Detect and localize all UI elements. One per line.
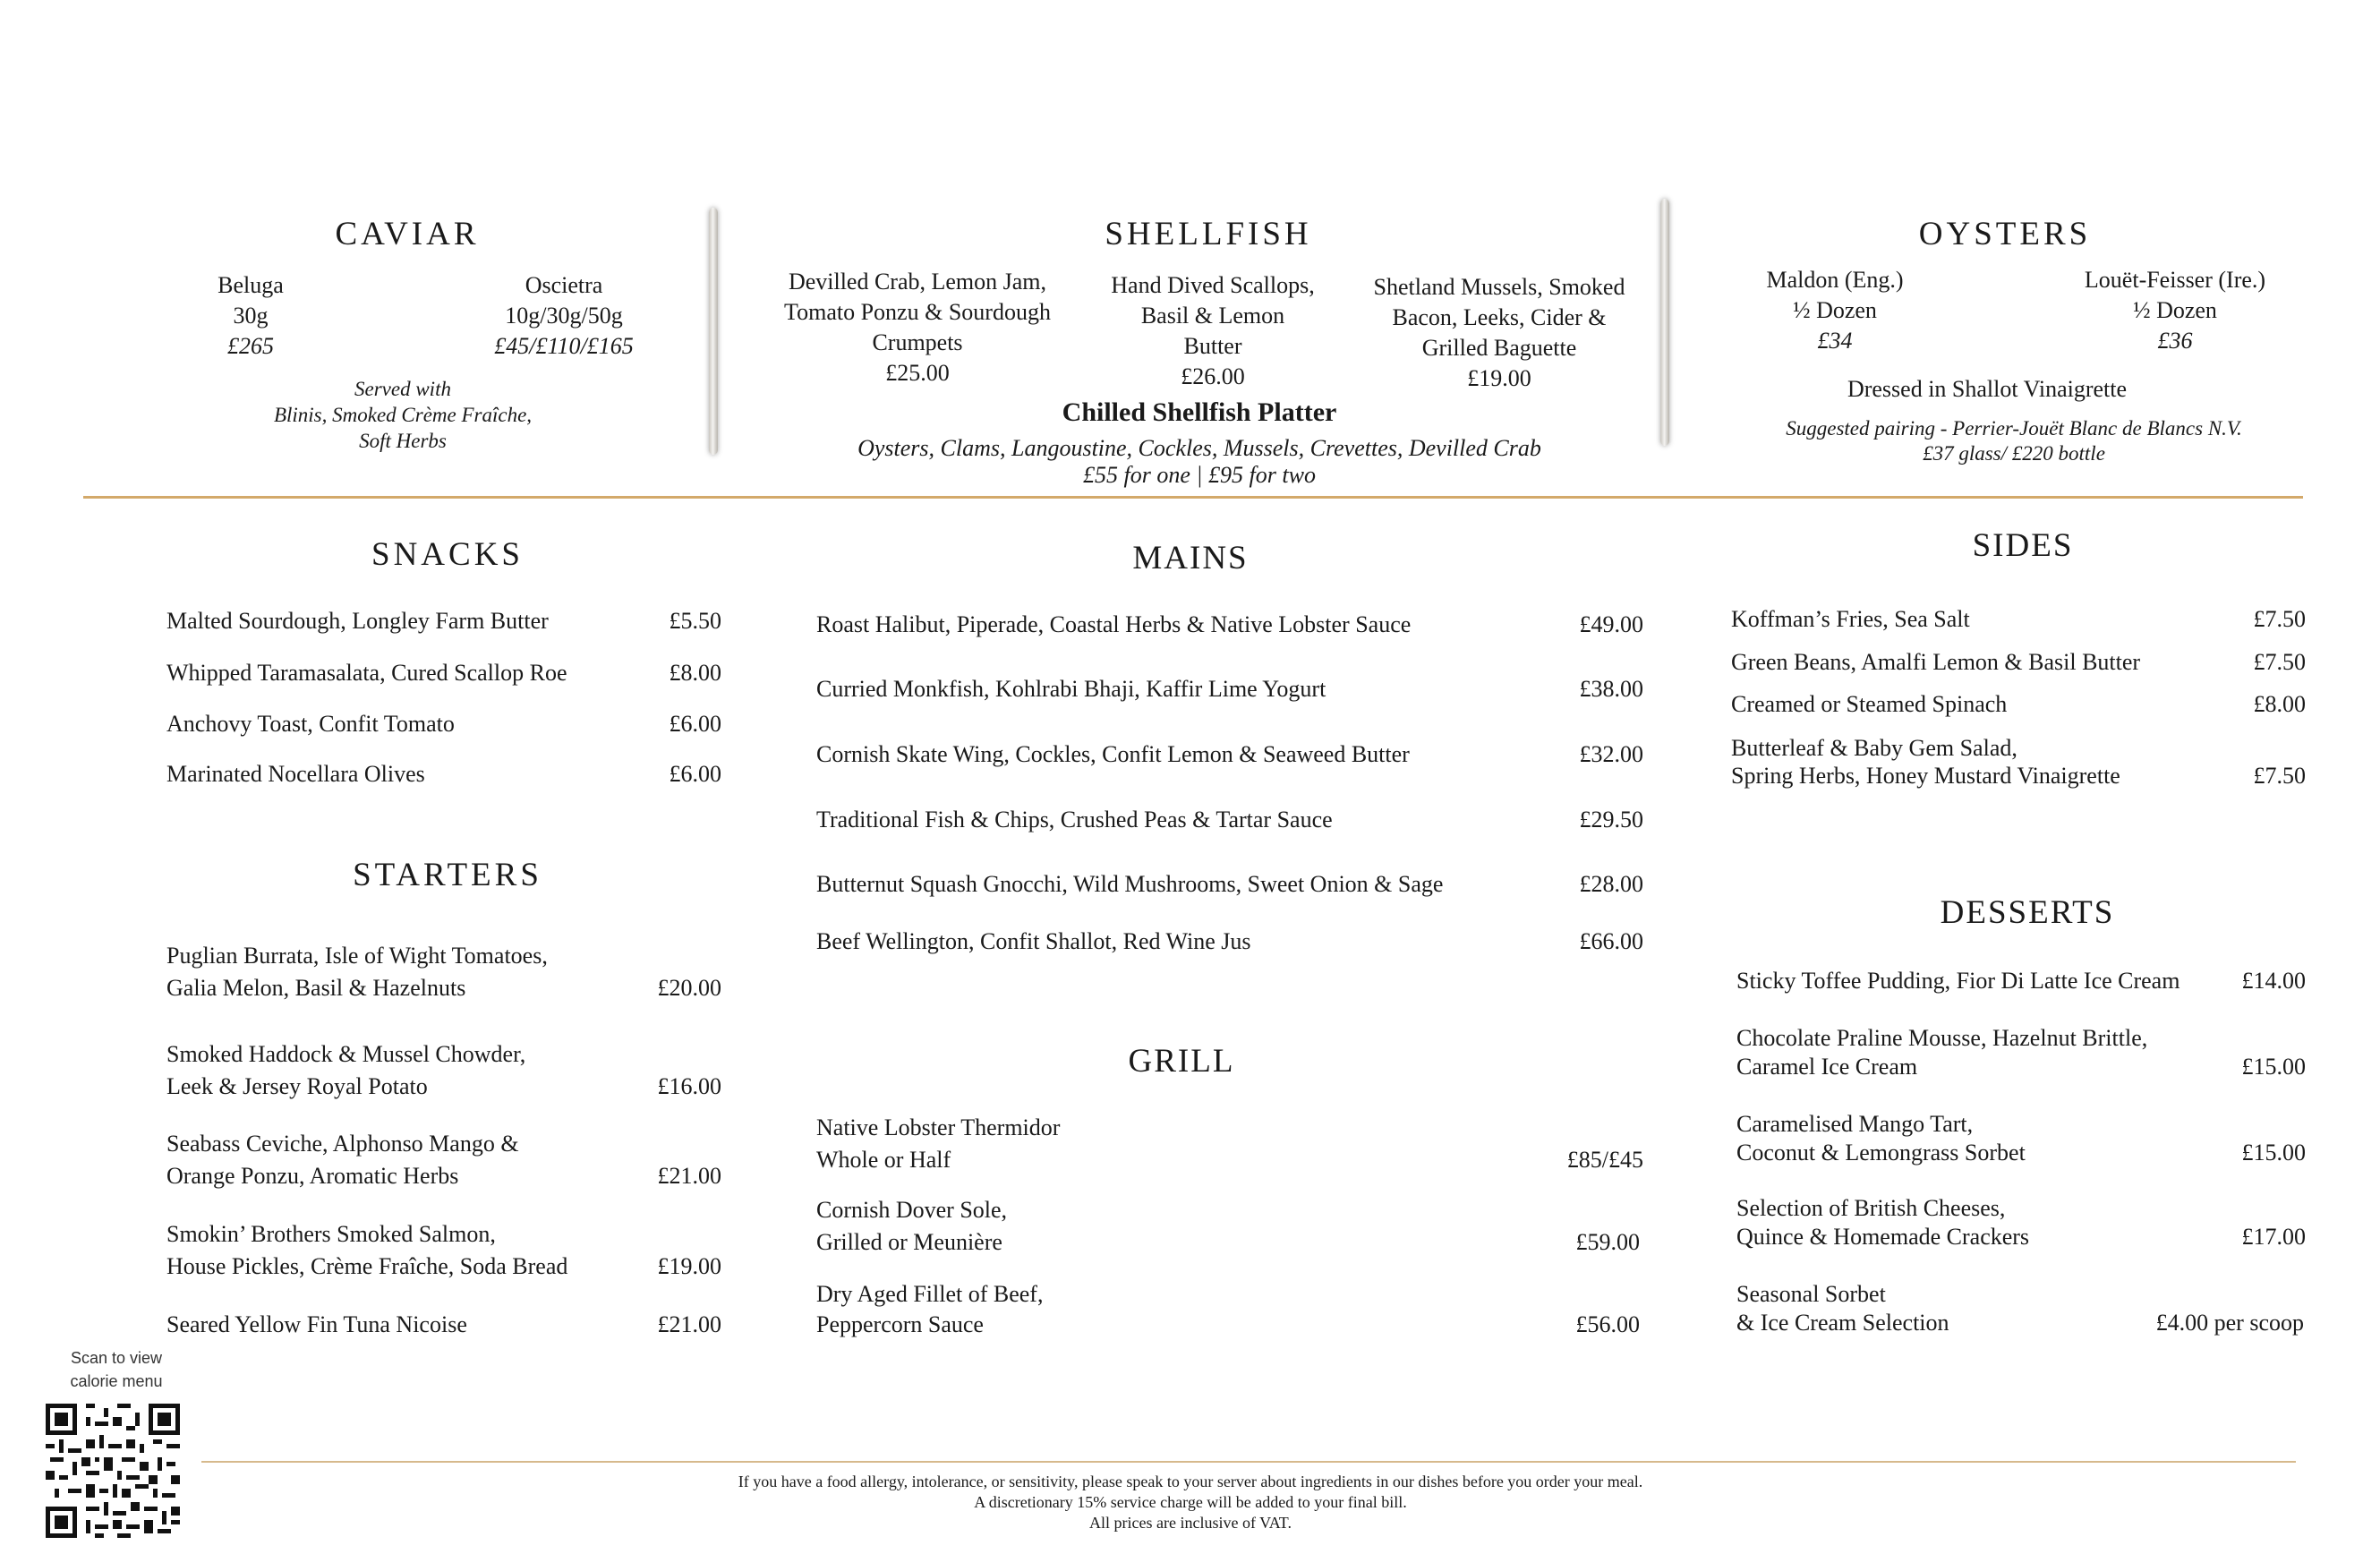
menu-item-name: Butterleaf & Baby Gem Salad, [1731, 735, 2017, 761]
menu-item-price: £4.00 per scoop [2155, 1310, 2304, 1336]
oysters-pairing-price: £37 glass/ £220 bottle [1923, 442, 2105, 465]
menu-item-name: Puglian Burrata, Isle of Wight Tomatoes, [166, 943, 548, 969]
shellfish-platter-title: Chilled Shellfish Platter [1062, 397, 1337, 427]
oysters-item [1727, 265, 1942, 356]
shellfish-item-line: Shetland Mussels, Smoked [1373, 274, 1625, 300]
caviar-item-price: £45/£110/£165 [494, 333, 634, 359]
menu-item-price: £20.00 [657, 975, 721, 1001]
menu-item-name: Seasonal Sorbet [1736, 1281, 1886, 1307]
menu-item-name: Cornish Dover Sole, [816, 1197, 1008, 1223]
oysters-item-qty: ½ Dozen [1793, 297, 1877, 323]
shellfish-item-price: £19.00 [1467, 365, 1531, 391]
shellfish-item-price: £26.00 [1181, 363, 1245, 389]
menu-item-name: Smokin’ Brothers Smoked Salmon, [166, 1221, 496, 1247]
menu-item-price: £7.50 [2253, 763, 2306, 789]
oysters-item-price: £36 [2157, 328, 2193, 354]
menu-item-name: Smoked Haddock & Mussel Chowder, [166, 1041, 526, 1067]
menu-item-price: £28.00 [1579, 871, 1643, 897]
menu-item-name: Spring Herbs, Honey Mustard Vinaigrette [1731, 763, 2120, 789]
caviar-title: CAVIAR [335, 216, 480, 252]
menu-item-name: Galia Melon, Basil & Hazelnuts [166, 975, 466, 1001]
menu-item-price: £6.00 [669, 761, 721, 787]
shellfish-item-line: Basil & Lemon [1140, 303, 1285, 329]
oysters-item-name: Maldon (Eng.) [1766, 267, 1904, 293]
menu-item-name: Curried Monkfish, Kohlrabi Bhaji, Kaffir Lime Yogurt [816, 676, 1326, 702]
menu-item-name: Grilled or Meunière [816, 1229, 1002, 1255]
shellfish-item-line: Devilled Crab, Lemon Jam, [788, 269, 1047, 295]
shellfish-item-line: Butter [1183, 333, 1242, 359]
menu-item-name: Caramel Ice Cream [1736, 1054, 1918, 1080]
shellfish-item [761, 267, 1074, 388]
menu-item-price: £49.00 [1579, 611, 1643, 637]
menu-item-name: Anchovy Toast, Confit Tomato [166, 711, 455, 737]
grill-title: GRILL [1128, 1043, 1235, 1080]
sides-title: SIDES [1972, 527, 2074, 564]
menu-item-price: £7.50 [2253, 606, 2306, 632]
snacks-title: SNACKS [371, 536, 524, 573]
qr-code-icon[interactable] [45, 1404, 181, 1538]
menu-item-name: & Ice Cream Selection [1736, 1310, 1949, 1336]
menu-item-price: £66.00 [1579, 928, 1643, 954]
shellfish-title: SHELLFISH [1105, 216, 1312, 252]
menu-item-name: Seared Yellow Fin Tuna Nicoise [166, 1311, 467, 1337]
menu-item-price: £19.00 [657, 1253, 721, 1279]
menu-item-name: Cornish Skate Wing, Cockles, Confit Lemon & Seaweed Butter [816, 741, 1410, 767]
oysters-dressed: Dressed in Shallot Vinaigrette [1847, 376, 2128, 402]
caviar-item-size: 30g [233, 303, 269, 329]
menu-item-name: Malted Sourdough, Longley Farm Butter [166, 608, 549, 634]
menu-item-name: Green Beans, Amalfi Lemon & Basil Butter [1731, 649, 2141, 675]
menu-item-price: £56.00 [1575, 1311, 1640, 1337]
shellfish-platter-desc: Oysters, Clams, Langoustine, Cockles, Mussels, Crevettes, Devilled Crab [857, 435, 1541, 461]
menu-item-name: Native Lobster Thermidor [816, 1114, 1061, 1140]
shellfish-item [1352, 272, 1647, 394]
menu-item-name: Creamed or Steamed Spinach [1731, 691, 2008, 717]
menu-item-name: Quince & Homemade Crackers [1736, 1224, 2030, 1250]
footer-allergy-note: If you have a food allergy, intolerance, or sensitivity, please speak to your server about ingredients in our dishes before you order your meal. [738, 1473, 1643, 1490]
menu-item-price: £21.00 [657, 1163, 721, 1189]
menu-item-price: £32.00 [1579, 741, 1643, 767]
menu-item-price: £5.50 [669, 608, 721, 634]
shellfish-item-line: Tomato Ponzu & Sourdough [784, 299, 1051, 325]
shellfish-item-line: Hand Dived Scallops, [1111, 272, 1315, 298]
menu-item-name: Butternut Squash Gnocchi, Wild Mushrooms, Sweet Onion & Sage [816, 871, 1444, 897]
starters-title: STARTERS [353, 857, 542, 893]
menu-item-price: £6.00 [669, 711, 721, 737]
caviar-served-with [224, 376, 582, 454]
menu-item-price: £15.00 [2241, 1140, 2306, 1166]
menu-item-price: £14.00 [2241, 968, 2306, 994]
menu-item-name: Selection of British Cheeses, [1736, 1195, 2006, 1221]
footer-notes [358, 1472, 2023, 1533]
caviar-item-name: Oscietra [525, 272, 603, 298]
caviar-item-price: £265 [227, 333, 274, 359]
caviar-item-beluga [161, 270, 340, 362]
caviar-item-oscietra [465, 270, 662, 362]
menu-item-name: Traditional Fish & Chips, Crushed Peas & Tartar Sauce [816, 807, 1333, 832]
menu-item-price: £15.00 [2241, 1054, 2306, 1080]
oysters-item [2050, 265, 2300, 356]
shellfish-item-line: Bacon, Leeks, Cider & [1392, 304, 1607, 330]
menu-item-name: Sticky Toffee Pudding, Fior Di Latte Ice Cream [1736, 968, 2180, 994]
qr-caption-line: Scan to view [70, 1349, 163, 1367]
menu-item-name: Orange Ponzu, Aromatic Herbs [166, 1163, 459, 1189]
menu-item-name: Beef Wellington, Confit Shallot, Red Wine Jus [816, 928, 1251, 954]
mains-title: MAINS [1132, 540, 1249, 576]
divider-pillar-right [1660, 199, 1669, 446]
shellfish-item-price: £25.00 [885, 360, 950, 386]
footer-service-note: A discretionary 15% service charge will be added to your final bill. [974, 1493, 1407, 1511]
caviar-served-line: Soft Herbs [359, 430, 447, 452]
qr-caption [36, 1346, 197, 1393]
menu-item-price: £7.50 [2253, 649, 2306, 675]
menu-item-name: Caramelised Mango Tart, [1736, 1111, 1974, 1137]
oysters-item-price: £34 [1817, 328, 1853, 354]
menu-item-name: Leek & Jersey Royal Potato [166, 1073, 428, 1099]
menu-item-name: Whole or Half [816, 1147, 951, 1173]
caviar-served-line: Served with [354, 378, 451, 400]
caviar-item-name: Beluga [218, 272, 284, 298]
footer-vat-note: All prices are inclusive of VAT. [1089, 1514, 1292, 1532]
menu-item-price: £21.00 [657, 1311, 721, 1337]
menu-item-price: £16.00 [657, 1073, 721, 1099]
oysters-item-name: Louët-Feisser (Ire.) [2084, 267, 2266, 293]
menu-item-price: £59.00 [1575, 1229, 1640, 1255]
menu-item-price: £17.00 [2241, 1224, 2306, 1250]
menu-item-name: Dry Aged Fillet of Beef, [816, 1281, 1044, 1307]
oysters-title: OYSTERS [1918, 216, 2092, 252]
footer-divider [201, 1461, 2296, 1463]
section-divider [83, 496, 2303, 499]
caviar-item-size: 10g/30g/50g [505, 303, 623, 329]
menu-item-price: £8.00 [669, 660, 721, 686]
oysters-item-qty: ½ Dozen [2133, 297, 2217, 323]
menu-item-name: Chocolate Praline Mousse, Hazelnut Brittle, [1736, 1025, 2148, 1051]
menu-item-name: Coconut & Lemongrass Sorbet [1736, 1140, 2026, 1166]
menu-item-price: £29.50 [1579, 807, 1643, 832]
menu-item-price: £8.00 [2253, 691, 2306, 717]
shellfish-item-line: Grilled Baguette [1421, 335, 1577, 361]
menu-item-name: Seabass Ceviche, Alphonso Mango & [166, 1131, 519, 1157]
shellfish-item-line: Crumpets [872, 329, 963, 355]
menu-item-name: Roast Halibut, Piperade, Coastal Herbs & Native Lobster Sauce [816, 611, 1412, 637]
menu-item-price: £85/£45 [1566, 1147, 1643, 1173]
qr-caption-line: calorie menu [70, 1372, 163, 1390]
menu-item-name: Peppercorn Sauce [816, 1311, 984, 1337]
shellfish-platter-price: £55 for one | £95 for two [1083, 462, 1316, 488]
menu-item-price: £38.00 [1579, 676, 1643, 702]
menu-item-name: Whipped Taramasalata, Cured Scallop Roe [166, 660, 567, 686]
menu-item-name: House Pickles, Crème Fraîche, Soda Bread [166, 1253, 568, 1279]
menu-item-name: Marinated Nocellara Olives [166, 761, 425, 787]
menu-item-name: Koffman’s Fries, Sea Salt [1731, 606, 1970, 632]
shellfish-item [1083, 270, 1343, 392]
oysters-pairing: Suggested pairing - Perrier-Jouët Blanc de Blancs N.V. [1786, 417, 2242, 440]
desserts-title: DESSERTS [1940, 894, 2115, 931]
divider-pillar-left [709, 208, 718, 455]
caviar-served-line: Blinis, Smoked Crème Fraîche, [273, 404, 533, 426]
